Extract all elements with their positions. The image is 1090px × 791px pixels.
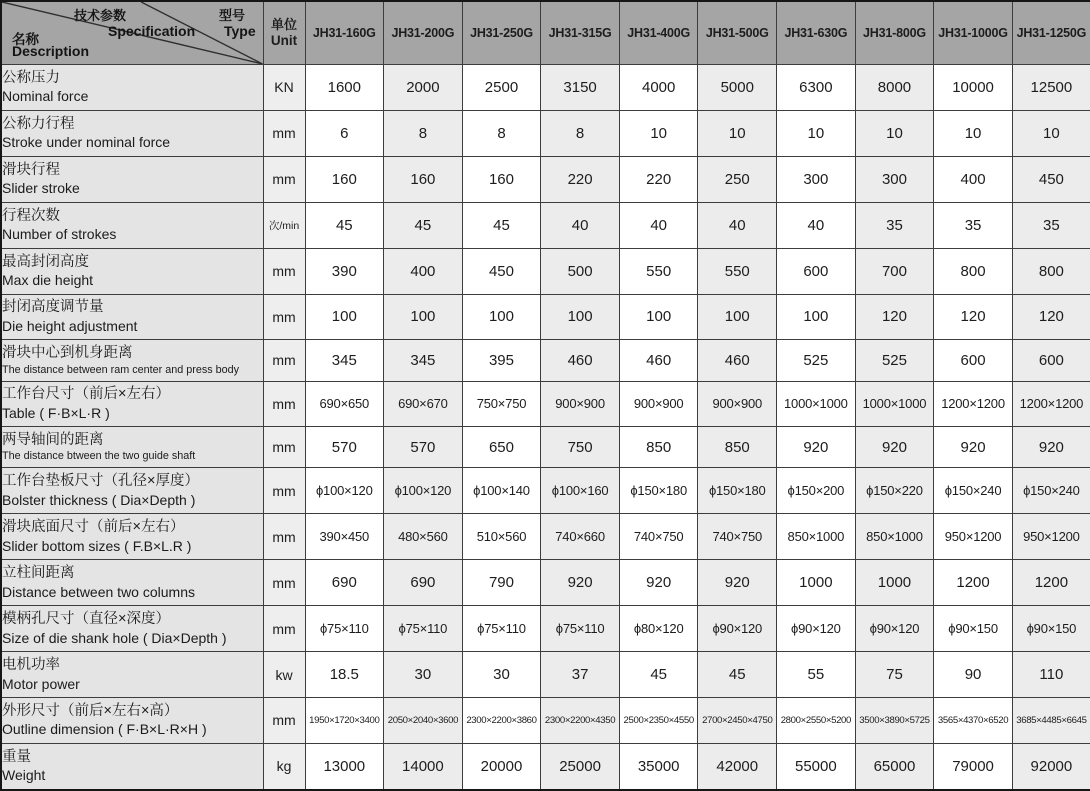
value-cell: 460 bbox=[698, 340, 777, 381]
row-label-zh: 立柱间距离 bbox=[2, 565, 75, 582]
model-header: JH31-1250G bbox=[1012, 1, 1090, 65]
value-cell: 390 bbox=[305, 248, 384, 294]
row-label-en: Outline dimension ( F·B×L·R×H ) bbox=[2, 721, 207, 738]
row-label-zh: 公称力行程 bbox=[2, 115, 75, 132]
value-cell: 600 bbox=[777, 248, 856, 294]
row-label-zh: 两导轴间的距离 bbox=[2, 431, 104, 448]
value-cell: 4000 bbox=[619, 65, 698, 111]
value-cell: 1000 bbox=[777, 560, 856, 606]
value-cell: 100 bbox=[462, 294, 541, 340]
model-header: JH31-160G bbox=[305, 1, 384, 65]
unit-cell: mm bbox=[263, 110, 305, 156]
row-label-zh: 工作台尺寸（前后×左右） bbox=[2, 386, 170, 403]
model-header: JH31-1000G bbox=[934, 1, 1013, 65]
value-cell: 20000 bbox=[462, 743, 541, 790]
row-label bbox=[1, 340, 263, 381]
value-cell: 14000 bbox=[384, 743, 463, 790]
table-row bbox=[1, 468, 1090, 514]
value-cell: 2300×2200×4350 bbox=[541, 698, 620, 744]
value-cell: 160 bbox=[384, 156, 463, 202]
row-label-zh: 外形尺寸（前后×左右×高） bbox=[2, 702, 179, 719]
header-row bbox=[1, 1, 1090, 65]
unit-cell: mm bbox=[263, 294, 305, 340]
value-cell: 450 bbox=[462, 248, 541, 294]
value-cell: 3500×3890×5725 bbox=[855, 698, 934, 744]
unit-header-en: Unit bbox=[270, 32, 298, 48]
value-cell: ϕ150×180 bbox=[619, 468, 698, 514]
unit-cell: kw bbox=[263, 652, 305, 698]
value-cell: ϕ75×110 bbox=[462, 606, 541, 652]
value-cell: 10 bbox=[855, 110, 934, 156]
row-label-en: The distance btween the two guide shaft bbox=[2, 450, 196, 463]
unit-cell: mm bbox=[263, 560, 305, 606]
value-cell: ϕ90×120 bbox=[855, 606, 934, 652]
value-cell: 920 bbox=[698, 560, 777, 606]
row-label-en: Distance between two columns bbox=[2, 583, 195, 600]
row-label-en: Slider bottom sizes ( F.B×L.R ) bbox=[2, 537, 192, 554]
value-cell: 510×560 bbox=[462, 514, 541, 560]
value-cell: ϕ100×120 bbox=[384, 468, 463, 514]
unit-cell: mm bbox=[263, 248, 305, 294]
row-label-en: Max die height bbox=[2, 272, 94, 289]
value-cell: 12500 bbox=[1012, 65, 1090, 111]
value-cell: 950×1200 bbox=[934, 514, 1013, 560]
value-cell: 40 bbox=[541, 202, 620, 248]
value-cell: 8 bbox=[541, 110, 620, 156]
unit-cell: mm bbox=[263, 156, 305, 202]
value-cell: 1000×1000 bbox=[777, 381, 856, 427]
value-cell: ϕ100×120 bbox=[305, 468, 384, 514]
value-cell: 42000 bbox=[698, 743, 777, 790]
value-cell: 25000 bbox=[541, 743, 620, 790]
unit-cell: mm bbox=[263, 340, 305, 381]
value-cell: 850 bbox=[698, 427, 777, 468]
value-cell: 300 bbox=[777, 156, 856, 202]
value-cell: 6 bbox=[305, 110, 384, 156]
row-label bbox=[1, 743, 263, 790]
value-cell: 750 bbox=[541, 427, 620, 468]
value-cell: 2300×2200×3860 bbox=[462, 698, 541, 744]
value-cell: 525 bbox=[777, 340, 856, 381]
row-label-en: Table ( F·B×L·R ) bbox=[2, 404, 110, 421]
unit-cell: kg bbox=[263, 743, 305, 790]
row-label bbox=[1, 65, 263, 111]
value-cell: 1200 bbox=[1012, 560, 1090, 606]
model-header: JH31-250G bbox=[462, 1, 541, 65]
value-cell: ϕ90×150 bbox=[934, 606, 1013, 652]
row-label bbox=[1, 156, 263, 202]
unit-cell: mm bbox=[263, 606, 305, 652]
value-cell: 690×670 bbox=[384, 381, 463, 427]
row-label bbox=[1, 468, 263, 514]
unit-cell: mm bbox=[263, 698, 305, 744]
value-cell: 37 bbox=[541, 652, 620, 698]
row-label-en: Motor power bbox=[2, 675, 80, 692]
value-cell: 220 bbox=[541, 156, 620, 202]
unit-cell: mm bbox=[263, 427, 305, 468]
value-cell: 90 bbox=[934, 652, 1013, 698]
unit-cell: 次/min bbox=[263, 202, 305, 248]
value-cell: 460 bbox=[541, 340, 620, 381]
table-row bbox=[1, 340, 1090, 381]
value-cell: 2500 bbox=[462, 65, 541, 111]
unit-header bbox=[263, 1, 305, 65]
value-cell: 600 bbox=[934, 340, 1013, 381]
value-cell: 525 bbox=[855, 340, 934, 381]
spec-label-en: Specification bbox=[108, 23, 196, 39]
value-cell: 920 bbox=[934, 427, 1013, 468]
value-cell: 8 bbox=[462, 110, 541, 156]
value-cell: 850×1000 bbox=[855, 514, 934, 560]
value-cell: 750×750 bbox=[462, 381, 541, 427]
value-cell: 100 bbox=[384, 294, 463, 340]
value-cell: ϕ90×120 bbox=[698, 606, 777, 652]
value-cell: 570 bbox=[384, 427, 463, 468]
unit-cell: KN bbox=[263, 65, 305, 111]
value-cell: ϕ150×240 bbox=[1012, 468, 1090, 514]
value-cell: 120 bbox=[855, 294, 934, 340]
value-cell: 600 bbox=[1012, 340, 1090, 381]
value-cell: 35000 bbox=[619, 743, 698, 790]
row-label-en: Weight bbox=[2, 767, 46, 784]
row-label-zh: 模柄孔尺寸（直径×深度） bbox=[2, 611, 170, 628]
value-cell: 2700×2450×4750 bbox=[698, 698, 777, 744]
value-cell: 920 bbox=[619, 560, 698, 606]
value-cell: 100 bbox=[698, 294, 777, 340]
value-cell: 40 bbox=[698, 202, 777, 248]
table-row bbox=[1, 156, 1090, 202]
row-label-zh: 工作台垫板尺寸（孔径×厚度） bbox=[2, 473, 199, 490]
row-label-zh: 行程次数 bbox=[2, 207, 60, 224]
value-cell: ϕ100×160 bbox=[541, 468, 620, 514]
value-cell: 35 bbox=[855, 202, 934, 248]
value-cell: 920 bbox=[777, 427, 856, 468]
value-cell: 1200×1200 bbox=[1012, 381, 1090, 427]
value-cell: 92000 bbox=[1012, 743, 1090, 790]
value-cell: 65000 bbox=[855, 743, 934, 790]
value-cell: 2050×2040×3600 bbox=[384, 698, 463, 744]
value-cell: 40 bbox=[777, 202, 856, 248]
value-cell: 2500×2350×4550 bbox=[619, 698, 698, 744]
value-cell: 790 bbox=[462, 560, 541, 606]
value-cell: 460 bbox=[619, 340, 698, 381]
value-cell: 45 bbox=[305, 202, 384, 248]
value-cell: ϕ90×120 bbox=[777, 606, 856, 652]
value-cell: ϕ100×140 bbox=[462, 468, 541, 514]
value-cell: 920 bbox=[855, 427, 934, 468]
value-cell: 500 bbox=[541, 248, 620, 294]
table-row bbox=[1, 427, 1090, 468]
value-cell: 40 bbox=[619, 202, 698, 248]
value-cell: 35 bbox=[1012, 202, 1090, 248]
value-cell: 13000 bbox=[305, 743, 384, 790]
value-cell: 45 bbox=[698, 652, 777, 698]
value-cell: 2000 bbox=[384, 65, 463, 111]
row-label-en: Stroke under nominal force bbox=[2, 134, 171, 151]
value-cell: 110 bbox=[1012, 652, 1090, 698]
row-label bbox=[1, 514, 263, 560]
value-cell: ϕ80×120 bbox=[619, 606, 698, 652]
row-label-zh: 滑块行程 bbox=[2, 161, 60, 178]
value-cell: ϕ150×240 bbox=[934, 468, 1013, 514]
value-cell: ϕ150×220 bbox=[855, 468, 934, 514]
value-cell: 390×450 bbox=[305, 514, 384, 560]
value-cell: 345 bbox=[305, 340, 384, 381]
type-label-zh: 型号 bbox=[219, 8, 246, 23]
value-cell: 100 bbox=[619, 294, 698, 340]
value-cell: 18.5 bbox=[305, 652, 384, 698]
value-cell: ϕ75×110 bbox=[384, 606, 463, 652]
value-cell: ϕ90×150 bbox=[1012, 606, 1090, 652]
row-label-zh: 滑块底面尺寸（前后×左右） bbox=[2, 519, 185, 536]
value-cell: 800 bbox=[1012, 248, 1090, 294]
row-label-en: Bolster thickness ( Dia×Depth ) bbox=[2, 491, 196, 508]
value-cell: 250 bbox=[698, 156, 777, 202]
table-row bbox=[1, 743, 1090, 790]
desc-label-zh: 名称 bbox=[12, 32, 39, 47]
value-cell: 550 bbox=[698, 248, 777, 294]
corner-header bbox=[1, 1, 263, 65]
row-label-zh: 电机功率 bbox=[2, 657, 60, 674]
value-cell: 1000 bbox=[855, 560, 934, 606]
value-cell: 400 bbox=[934, 156, 1013, 202]
value-cell: ϕ150×200 bbox=[777, 468, 856, 514]
table-row bbox=[1, 248, 1090, 294]
desc-label-en: Description bbox=[12, 43, 90, 59]
value-cell: 6300 bbox=[777, 65, 856, 111]
type-label-en: Type bbox=[224, 23, 256, 39]
table-row bbox=[1, 698, 1090, 744]
value-cell: 45 bbox=[384, 202, 463, 248]
value-cell: 5000 bbox=[698, 65, 777, 111]
row-label-en: Number of strokes bbox=[2, 226, 117, 243]
value-cell: 740×660 bbox=[541, 514, 620, 560]
model-header: JH31-315G bbox=[541, 1, 620, 65]
spec-label-zh: 技术参数 bbox=[74, 8, 127, 23]
value-cell: 30 bbox=[462, 652, 541, 698]
value-cell: 920 bbox=[541, 560, 620, 606]
value-cell: 75 bbox=[855, 652, 934, 698]
table-row bbox=[1, 202, 1090, 248]
value-cell: 8 bbox=[384, 110, 463, 156]
row-label-en: Slider stroke bbox=[2, 180, 80, 197]
value-cell: 700 bbox=[855, 248, 934, 294]
value-cell: 3565×4370×6520 bbox=[934, 698, 1013, 744]
model-header: JH31-500G bbox=[698, 1, 777, 65]
value-cell: 45 bbox=[619, 652, 698, 698]
table-row bbox=[1, 65, 1090, 111]
row-label bbox=[1, 427, 263, 468]
row-label-en: Nominal force bbox=[2, 88, 89, 105]
value-cell: 55000 bbox=[777, 743, 856, 790]
value-cell: 570 bbox=[305, 427, 384, 468]
model-header: JH31-630G bbox=[777, 1, 856, 65]
row-label-zh: 滑块中心到机身距离 bbox=[2, 344, 133, 361]
row-label-zh: 封闭高度调节量 bbox=[2, 299, 104, 316]
value-cell: 1000×1000 bbox=[855, 381, 934, 427]
value-cell: 740×750 bbox=[698, 514, 777, 560]
value-cell: 3150 bbox=[541, 65, 620, 111]
value-cell: 400 bbox=[384, 248, 463, 294]
value-cell: 650 bbox=[462, 427, 541, 468]
value-cell: ϕ75×110 bbox=[305, 606, 384, 652]
value-cell: 10 bbox=[619, 110, 698, 156]
row-label-en: The distance between ram center and press body bbox=[2, 363, 240, 376]
value-cell: 45 bbox=[462, 202, 541, 248]
value-cell: 900×900 bbox=[541, 381, 620, 427]
value-cell: 160 bbox=[462, 156, 541, 202]
value-cell: 30 bbox=[384, 652, 463, 698]
value-cell: 120 bbox=[934, 294, 1013, 340]
table-row bbox=[1, 381, 1090, 427]
value-cell: 55 bbox=[777, 652, 856, 698]
table-row bbox=[1, 560, 1090, 606]
value-cell: 480×560 bbox=[384, 514, 463, 560]
model-header: JH31-800G bbox=[855, 1, 934, 65]
value-cell: 1950×1720×3400 bbox=[305, 698, 384, 744]
row-label-zh: 公称压力 bbox=[2, 69, 60, 86]
value-cell: 950×1200 bbox=[1012, 514, 1090, 560]
table-row bbox=[1, 110, 1090, 156]
value-cell: 10 bbox=[777, 110, 856, 156]
table-row bbox=[1, 294, 1090, 340]
value-cell: 1200 bbox=[934, 560, 1013, 606]
unit-cell: mm bbox=[263, 468, 305, 514]
value-cell: ϕ75×110 bbox=[541, 606, 620, 652]
value-cell: 850 bbox=[619, 427, 698, 468]
value-cell: 3685×4485×6645 bbox=[1012, 698, 1090, 744]
table-row bbox=[1, 514, 1090, 560]
value-cell: 345 bbox=[384, 340, 463, 381]
row-label bbox=[1, 110, 263, 156]
row-label bbox=[1, 606, 263, 652]
value-cell: 920 bbox=[1012, 427, 1090, 468]
unit-header-zh: 单位 bbox=[270, 16, 297, 32]
model-header: JH31-400G bbox=[619, 1, 698, 65]
unit-cell: mm bbox=[263, 514, 305, 560]
value-cell: ϕ150×180 bbox=[698, 468, 777, 514]
value-cell: 395 bbox=[462, 340, 541, 381]
value-cell: 690 bbox=[384, 560, 463, 606]
value-cell: 220 bbox=[619, 156, 698, 202]
value-cell: 850×1000 bbox=[777, 514, 856, 560]
value-cell: 900×900 bbox=[619, 381, 698, 427]
row-label bbox=[1, 248, 263, 294]
row-label bbox=[1, 381, 263, 427]
table-row bbox=[1, 652, 1090, 698]
row-label bbox=[1, 294, 263, 340]
row-label-en: Die height adjustment bbox=[2, 318, 138, 335]
value-cell: 2800×2550×5200 bbox=[777, 698, 856, 744]
value-cell: 690×650 bbox=[305, 381, 384, 427]
value-cell: 900×900 bbox=[698, 381, 777, 427]
model-header: JH31-200G bbox=[384, 1, 463, 65]
value-cell: 300 bbox=[855, 156, 934, 202]
value-cell: 79000 bbox=[934, 743, 1013, 790]
row-label bbox=[1, 202, 263, 248]
value-cell: 160 bbox=[305, 156, 384, 202]
value-cell: 8000 bbox=[855, 65, 934, 111]
value-cell: 100 bbox=[541, 294, 620, 340]
row-label bbox=[1, 560, 263, 606]
unit-cell: mm bbox=[263, 381, 305, 427]
row-label bbox=[1, 698, 263, 744]
value-cell: 690 bbox=[305, 560, 384, 606]
table-row bbox=[1, 606, 1090, 652]
value-cell: 1600 bbox=[305, 65, 384, 111]
row-label-zh: 最高封闭高度 bbox=[2, 253, 89, 270]
row-label-zh: 重量 bbox=[2, 748, 31, 765]
value-cell: 740×750 bbox=[619, 514, 698, 560]
value-cell: 550 bbox=[619, 248, 698, 294]
value-cell: 35 bbox=[934, 202, 1013, 248]
value-cell: 100 bbox=[305, 294, 384, 340]
value-cell: 10 bbox=[934, 110, 1013, 156]
value-cell: 1200×1200 bbox=[934, 381, 1013, 427]
value-cell: 100 bbox=[777, 294, 856, 340]
value-cell: 800 bbox=[934, 248, 1013, 294]
value-cell: 10 bbox=[698, 110, 777, 156]
row-label bbox=[1, 652, 263, 698]
value-cell: 450 bbox=[1012, 156, 1090, 202]
value-cell: 120 bbox=[1012, 294, 1090, 340]
row-label-en: Size of die shank hole ( Dia×Depth ) bbox=[2, 629, 227, 646]
value-cell: 10000 bbox=[934, 65, 1013, 111]
value-cell: 10 bbox=[1012, 110, 1090, 156]
